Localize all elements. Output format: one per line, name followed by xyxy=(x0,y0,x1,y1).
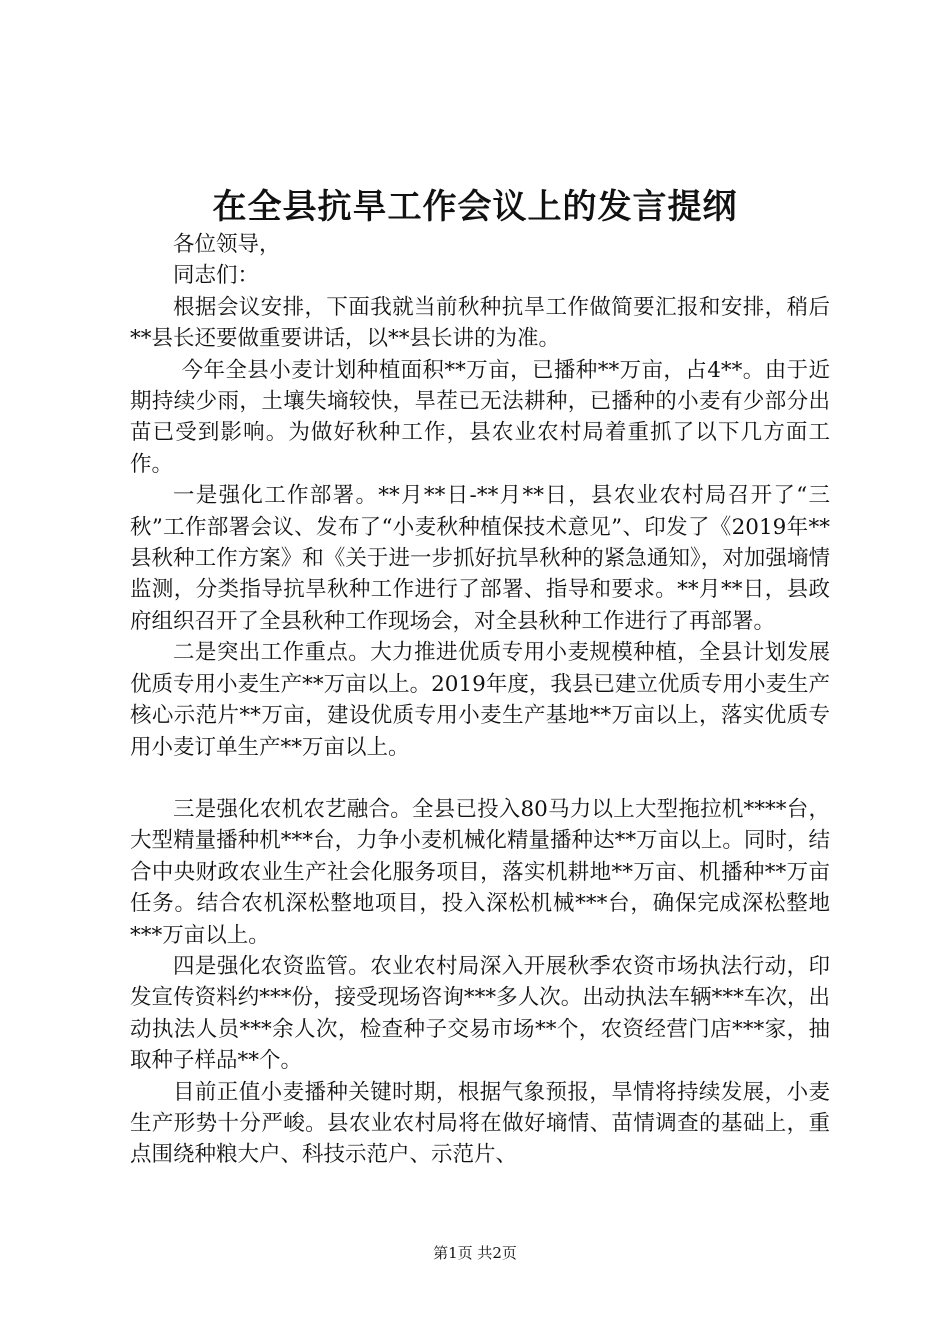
paragraph-outlook: 目前正值小麦播种关键时期，根据气象预报，旱情将持续发展，小麦生产形势十分严峻。县农业农村局将在做好墒情、苗情调查的基础上，重点围绕种粮大户、科技示范户、示范片、 xyxy=(130,1079,830,1168)
document-title: 在全县抗旱工作会议上的发言提纲 xyxy=(212,187,738,227)
paragraph-intro: 根据会议安排，下面我就当前秋种抗旱工作做简要汇报和安排，稍后**县长还要做重要讲话，以**县长讲的为准。 xyxy=(130,294,830,352)
document-body xyxy=(130,229,830,1171)
paragraph-point-three: 三是强化农机农艺融合。全县已投入80马力以上大型拖拉机****台，大型精量播种机***台，力争小麦机械化精量播种达**万亩以上。同时，结合中央财政农业生产社会化服务项目，落实机耕地**万亩、机播种**万亩任务。结合农机深松整地项目，投入深松机械***台，确保完成深松整地***万亩以上。 xyxy=(130,796,830,948)
paragraph-point-four: 四是强化农资监管。农业农村局深入开展秋季农资市场执法行动，印发宣传资料约***份，接受现场咨询***多人次。出动执法车辆***车次，出动执法人员***余人次，检查种子交易市场**个，农资经营门店***家，抽取种子样品**个。 xyxy=(130,953,830,1074)
paragraph-point-two: 二是突出工作重点。大力推进优质专用小麦规模种植，全县计划发展优质专用小麦生产**万亩以上。2019年度，我县已建立优质专用小麦生产核心示范片**万亩，建设优质专用小麦生产基地**万亩以上，落实优质专用小麦订单生产**万亩以上。 xyxy=(130,640,830,760)
salutation-comrades: 同志们： xyxy=(173,263,260,289)
salutation-leaders: 各位领导， xyxy=(173,232,281,257)
page-number-footer: 第1页 共2页 xyxy=(433,1244,517,1262)
paragraph-status: 今年全县小麦计划种植面积**万亩，已播种**万亩，占4**。由于近期持续少雨，土壤失墒较快，旱茬已无法耕种，已播种的小麦有少部分出苗已受到影响。为做好秋种工作，县农业农村局着重抓了以下几方面工作。 xyxy=(130,357,830,477)
paragraph-point-one: 一是强化工作部署。**月**日-**月**日，县农业农村局召开了“三秋”工作部署会议、发布了“小麦秋种植保技术意见”、印发了《2019年**县秋种工作方案》和《关于进一步抓好抗旱秋种的紧急通知》，对加强墒情监测，分类指导抗旱秋种工作进行了部署、指导和要求。**月**日，县政府组织召开了全县秋种工作现场会，对全县秋种工作进行了再部署。 xyxy=(130,483,830,634)
